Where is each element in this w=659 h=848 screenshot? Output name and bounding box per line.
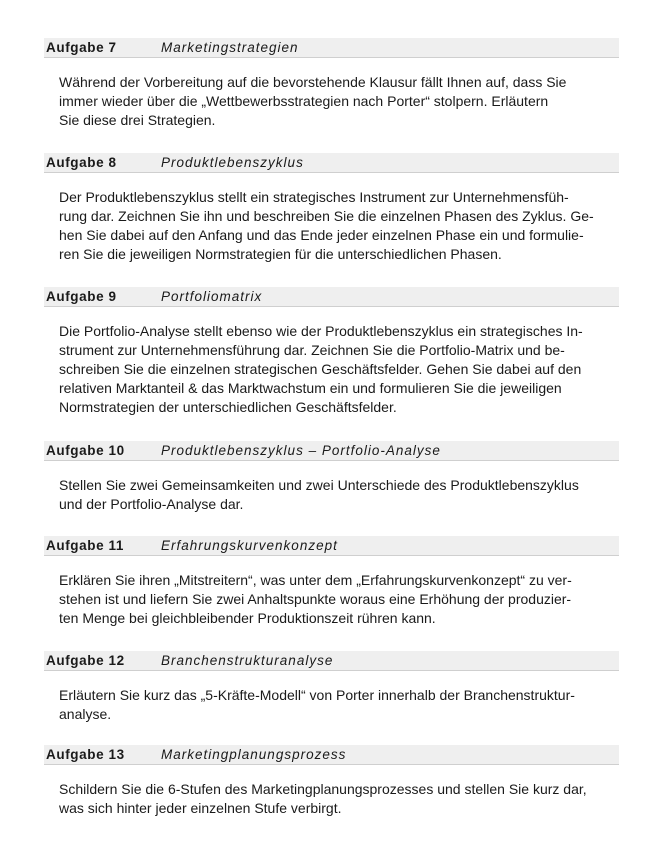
task-10-body <box>59 476 619 514</box>
task-7-line: Sie diese drei Strategien. <box>59 112 216 128</box>
task-8-header <box>44 153 619 173</box>
task-11-body <box>59 571 619 628</box>
task-8-body <box>59 188 619 264</box>
task-9-number: Aufgabe 9 <box>46 289 117 304</box>
task-9-line: Die Portfolio-Analyse stellt ebenso wie der Produktlebenszyklus ein strategisches In- <box>59 323 583 339</box>
task-10-header <box>44 441 619 461</box>
task-8-line: hen Sie dabei auf den Anfang und das Ende jeder einzelnen Phase ein und formulie- <box>59 227 584 243</box>
task-11-line: stehen ist und liefern Sie zwei Anhaltspunkte woraus eine Erhöhung der produzier- <box>59 591 572 607</box>
task-13-header <box>44 745 619 765</box>
task-13-line: was sich hinter jeder einzelnen Stufe verbirgt. <box>59 800 342 816</box>
task-9-title: Portfoliomatrix <box>161 289 263 304</box>
task-10-number: Aufgabe 10 <box>46 443 125 458</box>
task-7-title: Marketingstrategien <box>161 40 299 55</box>
task-11-line: ten Menge bei gleichbleibender Produktionszeit rühren kann. <box>59 610 436 626</box>
task-13-title: Marketingplanungsprozess <box>161 747 347 762</box>
task-13-body <box>59 780 619 818</box>
task-11-header <box>44 536 619 556</box>
task-9-line: schreiben Sie die einzelnen strategischen Geschäftsfelder. Gehen Sie dabei auf den <box>59 361 582 377</box>
task-7-line: Während der Vorbereitung auf die bevorstehende Klausur fällt Ihnen auf, dass Sie <box>59 74 567 90</box>
task-13-line: Schildern Sie die 6-Stufen des Marketingplanungsprozesses und stellen Sie kurz dar, <box>59 781 587 797</box>
task-11-number: Aufgabe 11 <box>46 538 125 553</box>
task-12-line: Erläutern Sie kurz das „5-Kräfte-Modell“ von Porter innerhalb der Branchenstruktur- <box>59 687 575 703</box>
task-12-title: Branchenstrukturanalyse <box>161 653 334 668</box>
task-8-line: Der Produktlebenszyklus stellt ein strategisches Instrument zur Unternehmensfüh- <box>59 189 569 205</box>
task-12-number: Aufgabe 12 <box>46 653 125 668</box>
task-8-line: rung dar. Zeichnen Sie ihn und beschreiben Sie die einzelnen Phasen des Zyklus. Ge- <box>59 208 594 224</box>
task-9-body <box>59 322 619 417</box>
task-13-number: Aufgabe 13 <box>46 747 125 762</box>
task-8-number: Aufgabe 8 <box>46 155 117 170</box>
task-9-line: relativen Marktanteil & das Marktwachstum ein und formulieren Sie die jeweiligen <box>59 380 562 396</box>
task-7-number: Aufgabe 7 <box>46 40 117 55</box>
task-7-header <box>44 38 619 58</box>
task-10-line: Stellen Sie zwei Gemeinsamkeiten und zwei Unterschiede des Produktlebenszyklus <box>59 477 579 493</box>
task-11-line: Erklären Sie ihren „Mitstreitern“, was unter dem „Erfahrungskurvenkonzept“ zu ver- <box>59 572 572 588</box>
task-8-title: Produktlebenszyklus <box>161 155 304 170</box>
task-10-line: und der Portfolio-Analyse dar. <box>59 496 244 512</box>
task-12-header <box>44 651 619 671</box>
task-7-body <box>59 73 619 130</box>
task-12-line: analyse. <box>59 706 112 722</box>
task-11-title: Erfahrungskurvenkonzept <box>161 538 338 553</box>
task-10-title: Produktlebenszyklus – Portfolio-Analyse <box>161 443 441 458</box>
task-9-header <box>44 287 619 307</box>
task-8-line: ren Sie die jeweiligen Normstrategien für die unterschiedlichen Phasen. <box>59 246 502 262</box>
task-12-body <box>59 686 619 724</box>
task-7-line: immer wieder über die „Wettbewerbsstrategien nach Porter“ stolpern. Erläutern <box>59 93 549 109</box>
task-9-line: strument zur Unternehmensführung dar. Zeichnen Sie die Portfolio-Matrix und be- <box>59 342 565 358</box>
task-9-line: Normstrategien der unterschiedlichen Geschäftsfelder. <box>59 399 397 415</box>
